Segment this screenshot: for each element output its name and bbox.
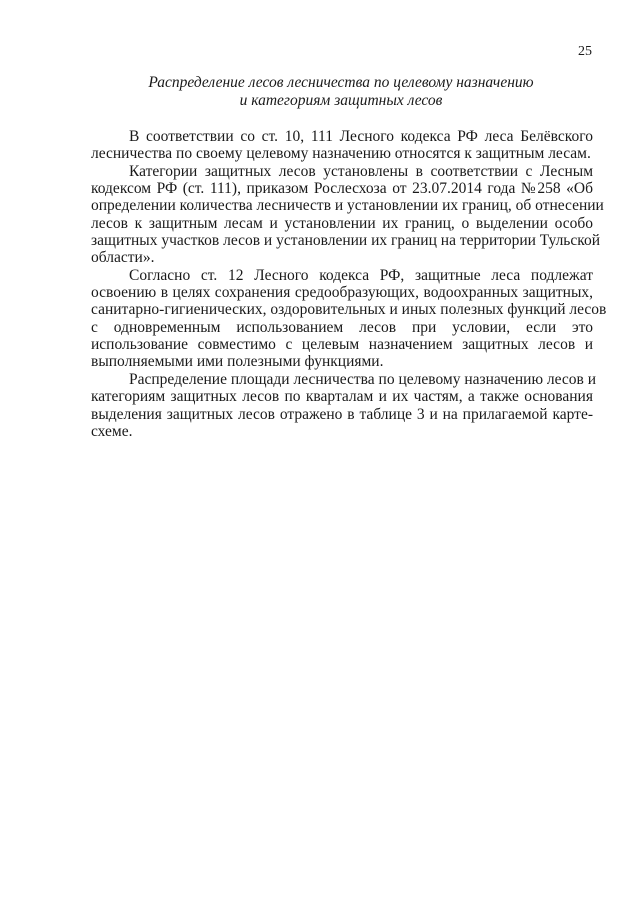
section-title-line: и категориям защитных лесов [239, 92, 443, 109]
paragraph-line: Согласно ст. 12 Лесного кодекса РФ, защитные леса подлежат [129, 266, 593, 284]
paragraph-line: выделения защитных лесов отражено в таблице 3 и на прилагаемой карте- [91, 405, 593, 423]
paragraph [91, 128, 593, 163]
paragraph-line: Распределение площади лесничества по целевому назначению лесов и [129, 370, 597, 388]
page-number: 25 [578, 44, 592, 59]
paragraph-line: санитарно-гигиенических, оздоровительных и иных полезных функций лесов [91, 301, 607, 319]
paragraph [91, 162, 604, 267]
section-title [90, 74, 592, 110]
paragraph-line: кодексом РФ (ст. 111), приказом Рослесхоза от 23.07.2014 года №258 «Об [91, 180, 593, 198]
paragraph-line: В соответствии со ст. 10, 111 Лесного кодекса РФ леса Белёвского [129, 128, 593, 145]
paragraph-line: Категории защитных лесов установлены в соответствии с Лесным [129, 162, 593, 180]
paragraph [91, 370, 597, 440]
section-title-line: Распределение лесов лесничества по целевому назначению [148, 74, 534, 91]
paragraph-line: освоению в целях сохранения средообразующих, водоохранных защитных, [91, 284, 593, 302]
paragraph-line: определении количества лесничеств и установлении их границ, об отнесении [91, 197, 604, 215]
paragraph-line: категориям защитных лесов по кварталам и их частям, а также основания [91, 388, 593, 406]
paragraph-line: использование совместимо с целевым назначением защитных лесов и [91, 336, 593, 354]
paragraph-line: области». [91, 249, 155, 267]
paragraph [91, 266, 607, 371]
paragraph-line: с одновременным использованием лесов при условии, если это [91, 318, 593, 336]
paragraph-line: лесов к защитным лесам и установлении их границ, о выделении особо [91, 214, 593, 232]
paragraph-line: выполняемыми ими полезными функциями. [91, 353, 384, 371]
document-body [91, 128, 607, 440]
paragraph-line: схеме. [91, 422, 133, 440]
paragraph-line: защитных участков лесов и установлении их границ на территории Тульской [91, 232, 601, 250]
paragraph-line: лесничества по своему целевому назначению относятся к защитным лесам. [91, 145, 591, 163]
